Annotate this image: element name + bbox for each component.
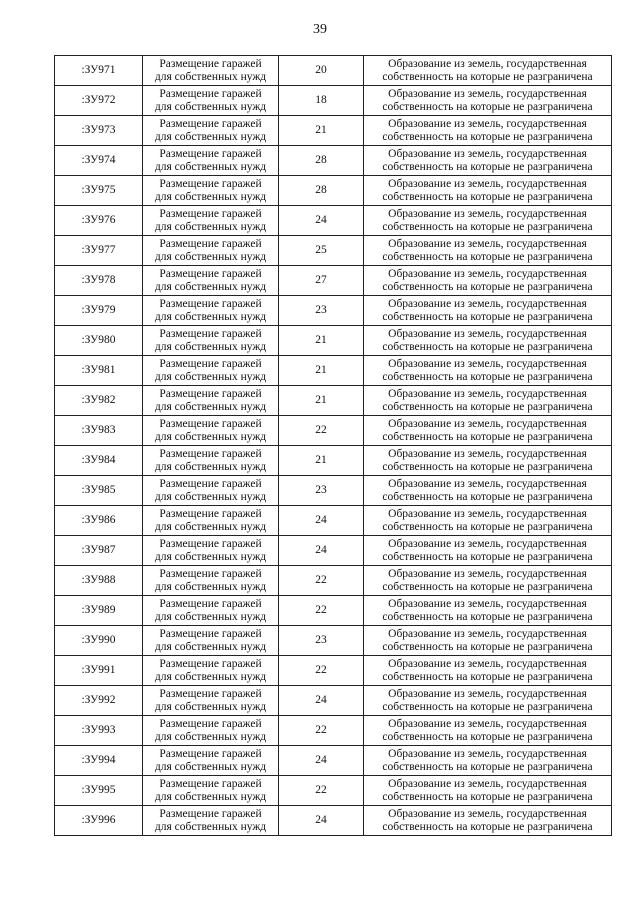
formation-method-cell: [364, 146, 612, 176]
plot-id-cell: :ЗУ980: [55, 326, 143, 356]
formation-method-line: Образование из земель, государственная: [388, 87, 587, 100]
table-row: [55, 326, 612, 356]
plot-id-cell: :ЗУ973: [55, 116, 143, 146]
permitted-use-line: для собственных нужд: [154, 190, 267, 203]
formation-method-cell: [364, 566, 612, 596]
formation-method-line: собственность на которые не разграничена: [382, 100, 593, 113]
permitted-use-line: Размещение гаражей: [159, 417, 262, 430]
permitted-use-cell: [143, 596, 279, 626]
area-cell: 21: [279, 386, 364, 416]
permitted-use-line: Размещение гаражей: [159, 327, 262, 340]
formation-method-line: собственность на которые не разграничена: [382, 190, 593, 203]
permitted-use-cell: [143, 86, 279, 116]
table-row: [55, 386, 612, 416]
permitted-use-line: Размещение гаражей: [159, 177, 262, 190]
plot-id-cell: :ЗУ971: [55, 56, 143, 86]
formation-method-cell: [364, 176, 612, 206]
area-cell: 25: [279, 236, 364, 266]
permitted-use-line: для собственных нужд: [154, 460, 267, 473]
formation-method-cell: [364, 356, 612, 386]
formation-method-line: Образование из земель, государственная: [388, 267, 587, 280]
plot-id-cell: :ЗУ985: [55, 476, 143, 506]
plot-id-cell: :ЗУ984: [55, 446, 143, 476]
permitted-use-cell: [143, 626, 279, 656]
formation-method-cell: [364, 326, 612, 356]
plot-id-cell: :ЗУ988: [55, 566, 143, 596]
permitted-use-line: Размещение гаражей: [159, 507, 262, 520]
formation-method-line: собственность на которые не разграничена: [382, 730, 593, 743]
formation-method-line: собственность на которые не разграничена: [382, 220, 593, 233]
permitted-use-line: для собственных нужд: [154, 580, 267, 593]
permitted-use-line: для собственных нужд: [154, 370, 267, 383]
plot-id-cell: :ЗУ975: [55, 176, 143, 206]
permitted-use-line: Размещение гаражей: [159, 207, 262, 220]
formation-method-cell: [364, 746, 612, 776]
plot-id-cell: :ЗУ996: [55, 806, 143, 836]
permitted-use-line: для собственных нужд: [154, 310, 267, 323]
formation-method-cell: [364, 716, 612, 746]
table-row: [55, 296, 612, 326]
area-cell: 23: [279, 296, 364, 326]
formation-method-line: Образование из земель, государственная: [388, 357, 587, 370]
formation-method-line: собственность на которые не разграничена: [382, 370, 593, 383]
permitted-use-line: для собственных нужд: [154, 340, 267, 353]
permitted-use-cell: [143, 776, 279, 806]
formation-method-line: Образование из земель, государственная: [388, 597, 587, 610]
table-row: [55, 356, 612, 386]
plot-id-cell: :ЗУ978: [55, 266, 143, 296]
table-row: [55, 56, 612, 86]
permitted-use-line: Размещение гаражей: [159, 357, 262, 370]
formation-method-line: собственность на которые не разграничена: [382, 580, 593, 593]
permitted-use-line: для собственных нужд: [154, 700, 267, 713]
formation-method-cell: [364, 206, 612, 236]
plot-id-cell: :ЗУ986: [55, 506, 143, 536]
permitted-use-cell: [143, 746, 279, 776]
permitted-use-line: Размещение гаражей: [159, 387, 262, 400]
area-cell: 20: [279, 56, 364, 86]
table-row: [55, 596, 612, 626]
formation-method-line: Образование из земель, государственная: [388, 447, 587, 460]
formation-method-line: собственность на которые не разграничена: [382, 700, 593, 713]
table-row: [55, 176, 612, 206]
formation-method-line: собственность на которые не разграничена: [382, 250, 593, 263]
permitted-use-cell: [143, 686, 279, 716]
permitted-use-line: Размещение гаражей: [159, 627, 262, 640]
permitted-use-line: Размещение гаражей: [159, 537, 262, 550]
permitted-use-line: Размещение гаражей: [159, 57, 262, 70]
plot-id-cell: :ЗУ995: [55, 776, 143, 806]
permitted-use-cell: [143, 656, 279, 686]
area-cell: 23: [279, 626, 364, 656]
table-row: [55, 656, 612, 686]
permitted-use-line: Размещение гаражей: [159, 687, 262, 700]
area-cell: 21: [279, 326, 364, 356]
table-row: [55, 566, 612, 596]
plot-id-cell: :ЗУ994: [55, 746, 143, 776]
plot-id-cell: :ЗУ981: [55, 356, 143, 386]
table-row: [55, 266, 612, 296]
plot-id-cell: :ЗУ982: [55, 386, 143, 416]
plot-id-cell: :ЗУ977: [55, 236, 143, 266]
formation-method-line: собственность на которые не разграничена: [382, 610, 593, 623]
area-cell: 22: [279, 716, 364, 746]
formation-method-cell: [364, 686, 612, 716]
permitted-use-cell: [143, 326, 279, 356]
permitted-use-cell: [143, 146, 279, 176]
plot-id-cell: :ЗУ976: [55, 206, 143, 236]
area-cell: 21: [279, 356, 364, 386]
formation-method-line: Образование из земель, государственная: [388, 567, 587, 580]
plot-id-cell: :ЗУ991: [55, 656, 143, 686]
plot-id-cell: :ЗУ990: [55, 626, 143, 656]
plot-id-cell: :ЗУ972: [55, 86, 143, 116]
formation-method-cell: [364, 536, 612, 566]
area-cell: 22: [279, 566, 364, 596]
table-row: [55, 626, 612, 656]
formation-method-line: Образование из земель, государственная: [388, 237, 587, 250]
area-cell: 22: [279, 776, 364, 806]
table-row: [55, 86, 612, 116]
area-cell: 24: [279, 206, 364, 236]
table-row: [55, 236, 612, 266]
formation-method-line: Образование из земель, государственная: [388, 147, 587, 160]
formation-method-cell: [364, 386, 612, 416]
plot-id-cell: :ЗУ987: [55, 536, 143, 566]
permitted-use-line: Размещение гаражей: [159, 807, 262, 820]
permitted-use-line: Размещение гаражей: [159, 747, 262, 760]
formation-method-line: Образование из земель, государственная: [388, 627, 587, 640]
permitted-use-line: для собственных нужд: [154, 490, 267, 503]
permitted-use-cell: [143, 566, 279, 596]
permitted-use-line: Размещение гаражей: [159, 117, 262, 130]
area-cell: 22: [279, 596, 364, 626]
permitted-use-line: Размещение гаражей: [159, 777, 262, 790]
area-cell: 23: [279, 476, 364, 506]
formation-method-cell: [364, 596, 612, 626]
formation-method-cell: [364, 236, 612, 266]
formation-method-line: собственность на которые не разграничена: [382, 310, 593, 323]
permitted-use-line: для собственных нужд: [154, 430, 267, 443]
permitted-use-line: Размещение гаражей: [159, 657, 262, 670]
permitted-use-cell: [143, 116, 279, 146]
permitted-use-cell: [143, 506, 279, 536]
permitted-use-line: Размещение гаражей: [159, 237, 262, 250]
area-cell: 21: [279, 446, 364, 476]
formation-method-line: собственность на которые не разграничена: [382, 760, 593, 773]
formation-method-cell: [364, 476, 612, 506]
formation-method-line: Образование из земель, государственная: [388, 387, 587, 400]
formation-method-cell: [364, 296, 612, 326]
permitted-use-line: для собственных нужд: [154, 820, 267, 833]
permitted-use-cell: [143, 806, 279, 836]
formation-method-line: собственность на которые не разграничена: [382, 640, 593, 653]
permitted-use-line: для собственных нужд: [154, 730, 267, 743]
area-cell: 28: [279, 146, 364, 176]
formation-method-line: собственность на которые не разграничена: [382, 340, 593, 353]
formation-method-line: Образование из земель, государственная: [388, 297, 587, 310]
formation-method-line: Образование из земель, государственная: [388, 477, 587, 490]
formation-method-cell: [364, 506, 612, 536]
formation-method-cell: [364, 116, 612, 146]
permitted-use-line: для собственных нужд: [154, 670, 267, 683]
formation-method-line: Образование из земель, государственная: [388, 507, 587, 520]
area-cell: 22: [279, 656, 364, 686]
page-number: 39: [313, 22, 327, 37]
formation-method-line: собственность на которые не разграничена: [382, 130, 593, 143]
table-row: [55, 806, 612, 836]
formation-method-line: Образование из земель, государственная: [388, 207, 587, 220]
table-row: [55, 206, 612, 236]
formation-method-line: собственность на которые не разграничена: [382, 70, 593, 83]
formation-method-line: Образование из земель, государственная: [388, 537, 587, 550]
formation-method-line: собственность на которые не разграничена: [382, 400, 593, 413]
table-row: [55, 536, 612, 566]
formation-method-cell: [364, 656, 612, 686]
table-row: [55, 116, 612, 146]
permitted-use-line: Размещение гаражей: [159, 297, 262, 310]
area-cell: 28: [279, 176, 364, 206]
table-row: [55, 416, 612, 446]
formation-method-line: собственность на которые не разграничена: [382, 520, 593, 533]
permitted-use-cell: [143, 206, 279, 236]
permitted-use-line: для собственных нужд: [154, 550, 267, 563]
table-body: [55, 56, 612, 836]
formation-method-line: собственность на которые не разграничена: [382, 820, 593, 833]
area-cell: 24: [279, 536, 364, 566]
permitted-use-line: для собственных нужд: [154, 640, 267, 653]
formation-method-line: собственность на которые не разграничена: [382, 460, 593, 473]
formation-method-line: собственность на которые не разграничена: [382, 490, 593, 503]
area-cell: 21: [279, 116, 364, 146]
table-row: [55, 506, 612, 536]
formation-method-line: собственность на которые не разграничена: [382, 790, 593, 803]
formation-method-cell: [364, 806, 612, 836]
formation-method-line: Образование из земель, государственная: [388, 777, 587, 790]
permitted-use-line: Размещение гаражей: [159, 267, 262, 280]
formation-method-cell: [364, 266, 612, 296]
formation-method-line: Образование из земель, государственная: [388, 747, 587, 760]
formation-method-line: Образование из земель, государственная: [388, 657, 587, 670]
permitted-use-cell: [143, 266, 279, 296]
formation-method-line: собственность на которые не разграничена: [382, 550, 593, 563]
permitted-use-cell: [143, 536, 279, 566]
area-cell: 24: [279, 746, 364, 776]
permitted-use-line: для собственных нужд: [154, 280, 267, 293]
permitted-use-cell: [143, 716, 279, 746]
formation-method-line: Образование из земель, государственная: [388, 177, 587, 190]
permitted-use-line: Размещение гаражей: [159, 447, 262, 460]
permitted-use-line: для собственных нужд: [154, 70, 267, 83]
table-row: [55, 686, 612, 716]
area-cell: 18: [279, 86, 364, 116]
area-cell: 22: [279, 416, 364, 446]
formation-method-cell: [364, 86, 612, 116]
formation-method-line: Образование из земель, государственная: [388, 687, 587, 700]
plot-id-cell: :ЗУ992: [55, 686, 143, 716]
permitted-use-line: для собственных нужд: [154, 160, 267, 173]
permitted-use-cell: [143, 356, 279, 386]
formation-method-line: Образование из земель, государственная: [388, 417, 587, 430]
plot-id-cell: :ЗУ993: [55, 716, 143, 746]
formation-method-line: Образование из земель, государственная: [388, 807, 587, 820]
formation-method-line: собственность на которые не разграничена: [382, 430, 593, 443]
formation-method-cell: [364, 446, 612, 476]
plot-id-cell: :ЗУ979: [55, 296, 143, 326]
formation-method-cell: [364, 626, 612, 656]
permitted-use-line: для собственных нужд: [154, 400, 267, 413]
table-row: [55, 716, 612, 746]
permitted-use-cell: [143, 476, 279, 506]
table-row: [55, 476, 612, 506]
formation-method-line: Образование из земель, государственная: [388, 57, 587, 70]
plot-id-cell: :ЗУ989: [55, 596, 143, 626]
permitted-use-line: Размещение гаражей: [159, 147, 262, 160]
formation-method-line: Образование из земель, государственная: [388, 117, 587, 130]
formation-method-line: собственность на которые не разграничена: [382, 280, 593, 293]
permitted-use-cell: [143, 386, 279, 416]
permitted-use-line: для собственных нужд: [154, 520, 267, 533]
table-row: [55, 146, 612, 176]
permitted-use-cell: [143, 296, 279, 326]
formation-method-cell: [364, 416, 612, 446]
permitted-use-line: для собственных нужд: [154, 220, 267, 233]
permitted-use-line: Размещение гаражей: [159, 87, 262, 100]
table-row: [55, 446, 612, 476]
plot-id-cell: :ЗУ974: [55, 146, 143, 176]
table-row: [55, 746, 612, 776]
permitted-use-line: Размещение гаражей: [159, 477, 262, 490]
permitted-use-line: для собственных нужд: [154, 790, 267, 803]
permitted-use-cell: [143, 236, 279, 266]
permitted-use-line: Размещение гаражей: [159, 567, 262, 580]
permitted-use-cell: [143, 176, 279, 206]
area-cell: 24: [279, 686, 364, 716]
permitted-use-line: Размещение гаражей: [159, 717, 262, 730]
permitted-use-line: Размещение гаражей: [159, 597, 262, 610]
formation-method-cell: [364, 776, 612, 806]
formation-method-line: собственность на которые не разграничена: [382, 160, 593, 173]
area-cell: 27: [279, 266, 364, 296]
permitted-use-cell: [143, 56, 279, 86]
area-cell: 24: [279, 806, 364, 836]
permitted-use-line: для собственных нужд: [154, 130, 267, 143]
permitted-use-line: для собственных нужд: [154, 250, 267, 263]
permitted-use-cell: [143, 446, 279, 476]
area-cell: 24: [279, 506, 364, 536]
permitted-use-line: для собственных нужд: [154, 100, 267, 113]
land-plots-table: [54, 55, 612, 836]
permitted-use-line: для собственных нужд: [154, 760, 267, 773]
table-row: [55, 776, 612, 806]
formation-method-line: собственность на которые не разграничена: [382, 670, 593, 683]
permitted-use-line: для собственных нужд: [154, 610, 267, 623]
formation-method-cell: [364, 56, 612, 86]
formation-method-line: Образование из земель, государственная: [388, 717, 587, 730]
plot-id-cell: :ЗУ983: [55, 416, 143, 446]
permitted-use-cell: [143, 416, 279, 446]
formation-method-line: Образование из земель, государственная: [388, 327, 587, 340]
